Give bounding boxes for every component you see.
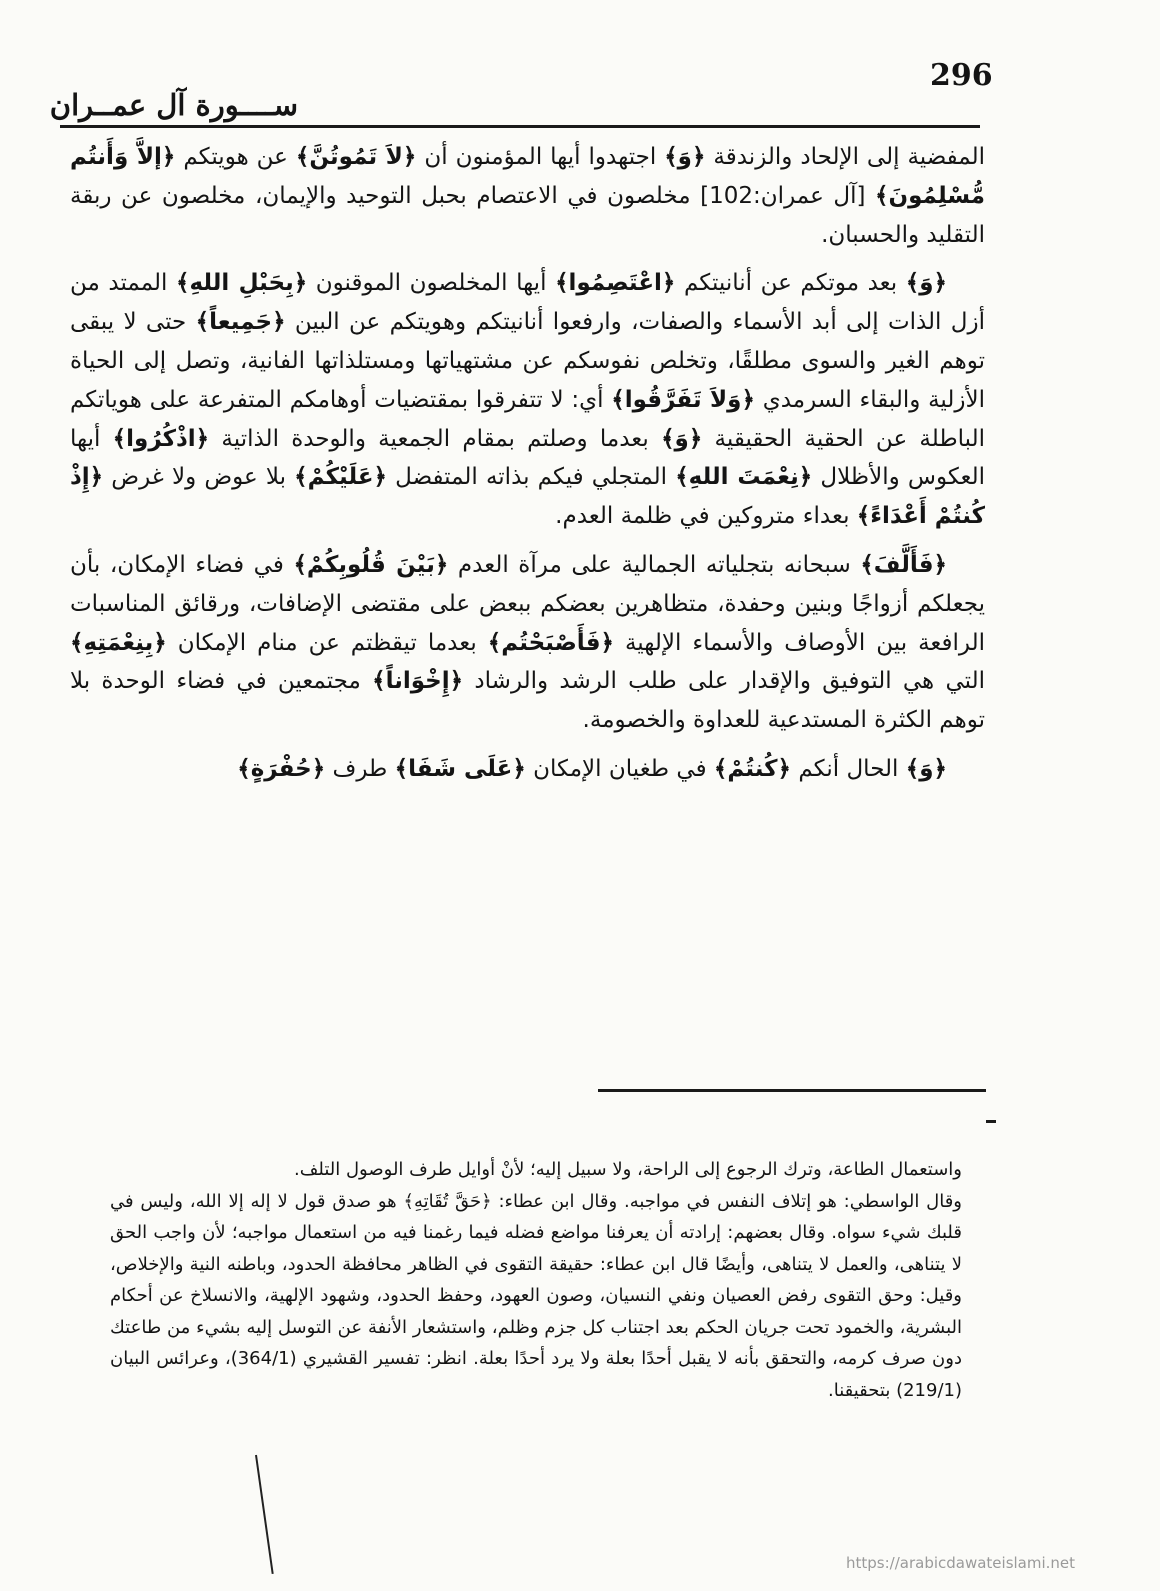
quran-phrase: ﴿بِنِعْمَتِهِ﴾ [70,629,167,656]
text-run: بعدما تيقظتم عن منام الإمكان [166,629,488,656]
paragraph-3 [70,546,985,740]
text-run: طرف [325,755,395,782]
quran-phrase: ﴿بِحَبْلِ اللهِ﴾ [175,270,308,297]
footnote-line-2: وقال الواسطي: هو إتلاف النفس في مواجبه. وقال ابن عطاء: ﴿حَقَّ تُقَاتِهِ﴾ هو صدق قول لا إله إلا الله، وليس في قلبك شيء سواه. وقال بعضهم: إرادته أن يعرفنا مواضع فضله فيما رغمنا فيه من استعمال مواجبه؛ لأن واجب الحق لا يتناهى، والعمل لا يتناهى، وأيضًا قال ابن عطاء: حقيقة التقوى في الظاهر محافظة الحدود، وباطنه النية والإخلاص، وقيل: وحق التقوى رفض العصيان ونفي النسيان، وصون العهود، وحفظ الحدود، وشهود الإلهية، والانسلاخ عن أحكام البشرية، والخمود تحت جريان الحكم بعد اجتناب كل جزم وظلم، واستشعار الأنفة عن التوسل إليه بشيء من طاعتك دون صرف كرمه، والتحقق بأنه لا يقبل أحدًا بعلة ولا يرد أحدًا بعلة. انظر: تفسير القشيري (364/1)، وعرائس البيان (219/1) بتحقيقنا. [110,1190,962,1401]
text-run: سبحانه بتجلياته الجمالية على مرآة العدم [448,551,861,578]
header-rule [60,125,980,128]
quran-phrase: ﴿وَ﴾ [905,755,947,782]
quran-phrase: ﴿فَأَصْبَحْتُم﴾ [487,629,614,656]
footnote-separator [598,1089,986,1092]
quran-phrase: ﴿لاَ تَمُوتُنَّ﴾ [295,144,417,170]
quran-phrase: ﴿إِذْ كُنتُمْ أَعْدَاءً﴾ [70,464,985,530]
text-run: عن هويتكم [175,144,296,170]
quran-phrase: ﴿إلاَّ وَأَنتُم مُّسْلِمُونَ﴾ [70,144,986,209]
surah-title: ســــورة آل عمــران [49,88,298,122]
text-run: أي: لا تتفرقوا بمقتضيات أوهامكم المتفرعة على هوياتكم الباطلة عن الحقية الحقيقية [70,386,986,452]
text-run: اجتهدوا أيها المؤمنون أن [416,144,665,170]
text-run: بعداء متروكين في ظلمة العدم. [555,503,857,530]
quran-phrase: ﴿اعْتَصِمُوا﴾ [555,270,676,297]
quran-phrase: ﴿كُنتُمْ﴾ [713,755,792,782]
quran-phrase: ﴿وَلاَ تَفَرَّقُوا﴾ [611,386,755,413]
quran-phrase: ﴿عَلَيْكُمْ﴾ [294,464,388,491]
text-run: مجتمعين في فضاء الوحدة بلا توهم الكثرة المستدعية للعداوة والخصومة. [70,668,985,734]
text-run: بلا عوض ولا غرض [103,464,295,491]
quran-phrase: ﴿إِخْوَاناً﴾ [372,668,464,695]
quran-phrase: ﴿نِعْمَتَ اللهِ﴾ [675,464,813,491]
text-run: في فضاء الإمكان، بأن يجعلكم أزواجًا وبنين وحفدة، متظاهرين بعضكم ببعض على مقتضى الإضافات، ورقائق المناسبات الرافعة بين الأوصاف والأسماء الإلهية [70,551,985,656]
quran-phrase: ﴿حُفْرَةٍ﴾ [237,755,326,782]
footnote-line-1: واستعمال الطاعة، وترك الرجوع إلى الراحة، ولا سبيل إليه؛ لأنْ أوايل طرف الوصول التلف. [294,1159,962,1180]
text-run: أيها العكوس والأظلال [70,425,986,491]
footnotes [110,1154,962,1406]
text-run: الحال أنكم [791,755,906,782]
text-run: بعد موتكم عن أنانيتكم [675,270,906,297]
footnote-mark [986,1120,996,1123]
paragraph-2 [70,264,985,536]
quran-phrase: ﴿وَ﴾ [661,425,703,452]
quran-phrase: ﴿اذْكُرُوا﴾ [112,425,210,452]
quran-phrase: ﴿وَ﴾ [664,144,706,170]
text-run: أيها المخلصون الموقنون [307,270,556,297]
quran-phrase: ﴿وَ﴾ [905,270,948,297]
text-run: حتى لا يبقى توهم الغير والسوى مطلقًا، وتخلص نفوسكم عن مشتهياتها ومستلذاتها الفانية، وتصل إلى الحياة الأزلية والبقاء السرمدي [70,309,985,413]
text-run: الممتد من أزل الذات إلى أبد الأسماء والصفات، وارفعوا أنانيتكم وهويتكم عن البين [70,270,985,336]
paragraph-4 [70,750,985,789]
text-run: بعدما وصلتم بمقام الجمعية والوحدة الذاتية [209,425,662,452]
main-text [70,138,985,799]
text-run: [آل عمران:102] مخلصون في الاعتصام بحبل التوحيد والإيمان، مخلصون عن ربقة التقليد والحسبان. [70,182,985,248]
quran-phrase: ﴿جَمِيعاً﴾ [195,309,286,336]
quran-phrase: ﴿بَيْنَ قُلُوبِكُمْ﴾ [293,551,449,578]
paragraph-1 [70,138,985,254]
text-run: في طغيان الإمكان [525,755,714,782]
watermark-url: https://arabicdawateislami.net [846,1554,1076,1572]
quran-phrase: ﴿فَأَلَّفَ﴾ [860,551,948,578]
page-number: 296 [930,58,993,93]
text-run: التي هي التوفيق والإقدار على طلب الرشد والرشاد [463,668,985,695]
quran-phrase: ﴿عَلَى شَفَا﴾ [394,755,526,782]
pen-stroke [255,1455,274,1574]
text-run: المفضية إلى الإلحاد والزندقة [705,144,985,170]
text-run: المتجلي فيكم بذاته المتفضل [387,464,676,491]
